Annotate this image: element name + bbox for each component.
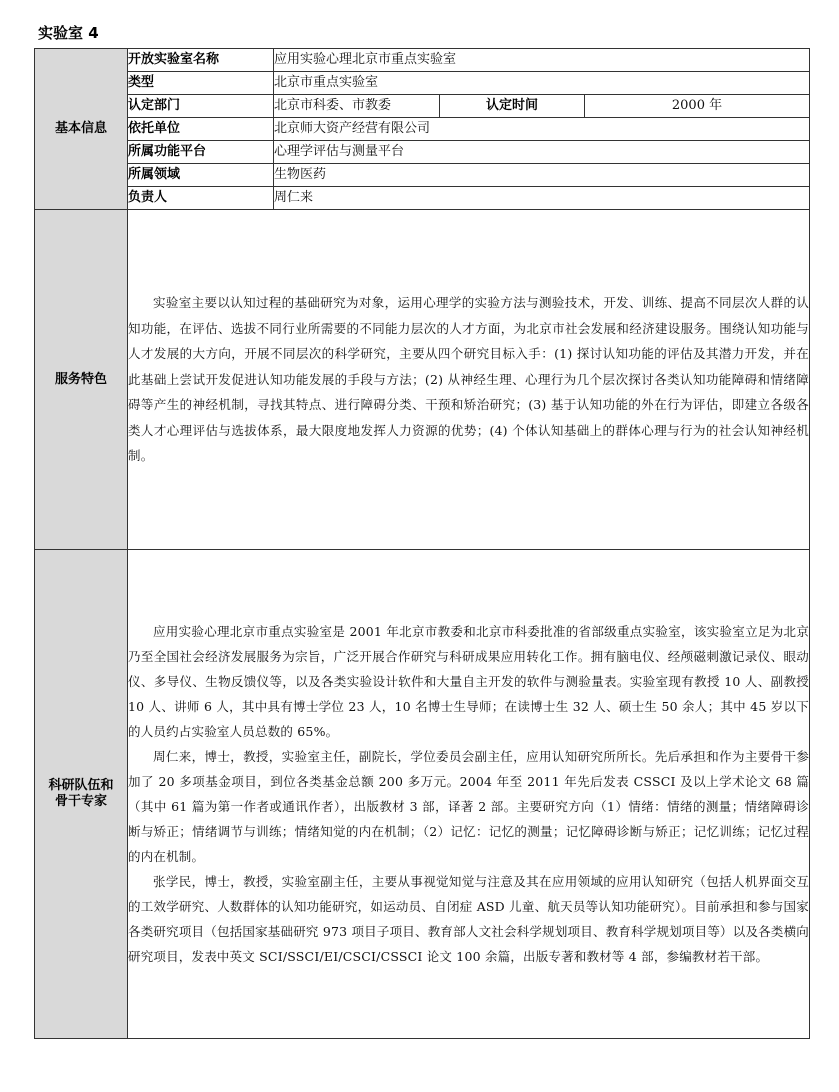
- lab-info-table: [34, 48, 810, 1039]
- info-row-host-unit: [35, 118, 810, 141]
- field-label: 依托单位: [128, 118, 274, 141]
- field-label-date: 认定时间: [440, 95, 585, 118]
- info-row-department: [35, 95, 810, 118]
- info-row-platform: [35, 141, 810, 164]
- section-label-team-line1: 科研队伍和: [48, 778, 114, 794]
- field-value: 心理学评估与测量平台: [274, 141, 810, 164]
- field-value: 生物医药: [274, 164, 810, 187]
- section-label-service: 服务特色: [35, 210, 128, 550]
- document-heading: 实验室 4: [38, 24, 99, 42]
- section-label-basic-info: 基本信息: [35, 49, 128, 210]
- team-row: [35, 550, 810, 1039]
- service-row: [35, 210, 810, 550]
- field-value: 周仁来: [274, 187, 810, 210]
- info-row-type: [35, 72, 810, 95]
- info-row-name: [35, 49, 810, 72]
- service-paragraph: 实验室主要以认知过程的基础研究为对象，运用心理学的实验方法与测验技术，开发、训练、提高不同层次人群的认知功能，在评估、选拔不同行业所需要的不同能力层次的人才方面，为北京市社会发展和经济建设服务。围绕认知功能与人才发展的大方向，开展不同层次的科学研究，主要从四个研究目标入手：(1) 探讨认知功能的评估及其潜力开发，并在此基础上尝试开发促进认知功能发展的手段与方法；(2) 从神经生理、心理行为几个层次探讨各类认知功能障碍和情绪障碍等产生的神经机制，寻找其特点、进行障碍分类、干预和矫治研究；(3) 基于认知功能的外在行为评估，即建立各级各类人才心理评估与选拔体系，最大限度地发挥人力资源的优势；(4) 个体认知基础上的群体心理与行为的社会认知神经机制。: [128, 295, 810, 464]
- field-label: 开放实验室名称: [128, 49, 274, 72]
- team-description: [128, 550, 810, 1039]
- field-label: 所属领域: [128, 164, 274, 187]
- field-value: 北京市重点实验室: [274, 72, 810, 95]
- team-paragraph-lab: 应用实验心理北京市重点实验室是 2001 年北京市教委和北京市科委批准的省部级重点实验室，该实验室立足为北京乃至全国社会经济发展服务为宗旨，广泛开展合作研究与科研成果应用转化工作。拥有脑电仪、经颅磁刺激记录仪、眼动仪、多导仪、生物反馈仪等，以及各类实验设计软件和大量自主开发的软件与测验量表。实验室现有教授 10 人、副教授 10 人、讲师 6 人，其中具有博士学位 23 人，10 名博士生导师；在读博士生 32 人、硕士生 50 余人；其中 45 岁以下的人员约占实验室人员总数的 65%。: [128, 624, 810, 739]
- field-label: 类型: [128, 72, 274, 95]
- field-label: 负责人: [128, 187, 274, 210]
- field-value: 北京师大资产经营有限公司: [274, 118, 810, 141]
- field-value-date: 2000 年: [585, 95, 810, 118]
- info-row-field: [35, 164, 810, 187]
- field-label: 认定部门: [128, 95, 274, 118]
- info-row-director: [35, 187, 810, 210]
- field-label: 所属功能平台: [128, 141, 274, 164]
- field-value: 北京市科委、市教委: [274, 95, 440, 118]
- section-label-team: [35, 550, 128, 1039]
- team-paragraph-zhang: 张学民，博士，教授，实验室副主任，主要从事视觉知觉与注意及其在应用领域的应用认知研究（包括人机界面交互的工效学研究、人数群体的认知功能研究，如运动员、自闭症 ASD 儿童、航天员等认知功能研究）。目前承担和参与国家各类研究项目（包括国家基础研究 973 项目子项目、教育部人文社会科学规划项目、教育科学规划项目等）以及各类横向研究项目，发表中英文 SCI/SSCI/EI/CSCI/CSSCI 论文 100 余篇，出版专著和教材等 4 部，参编教材若干部。: [128, 874, 810, 964]
- section-label-team-line2: 骨干专家: [54, 794, 107, 809]
- field-value: 应用实验心理北京市重点实验室: [274, 49, 810, 72]
- team-paragraph-zhou: 周仁来，博士，教授，实验室主任，副院长，学位委员会副主任，应用认知研究所所长。先后承担和作为主要骨干参加了 20 多项基金项目，到位各类基金总额 200 多万元。2004 年至 2011 年先后发表 CSSCI 及以上学术论文 68 篇（其中 61 篇为第一作者或通讯作者），出版教材 3 部，译著 2 部。主要研究方向（1）情绪：情绪的测量；情绪障碍诊断与矫正；情绪调节与训练；情绪知觉的内在机制；（2）记忆：记忆的测量；记忆障碍诊断与矫正；记忆训练；记忆过程的内在机制。: [128, 749, 810, 864]
- service-description: [128, 210, 810, 550]
